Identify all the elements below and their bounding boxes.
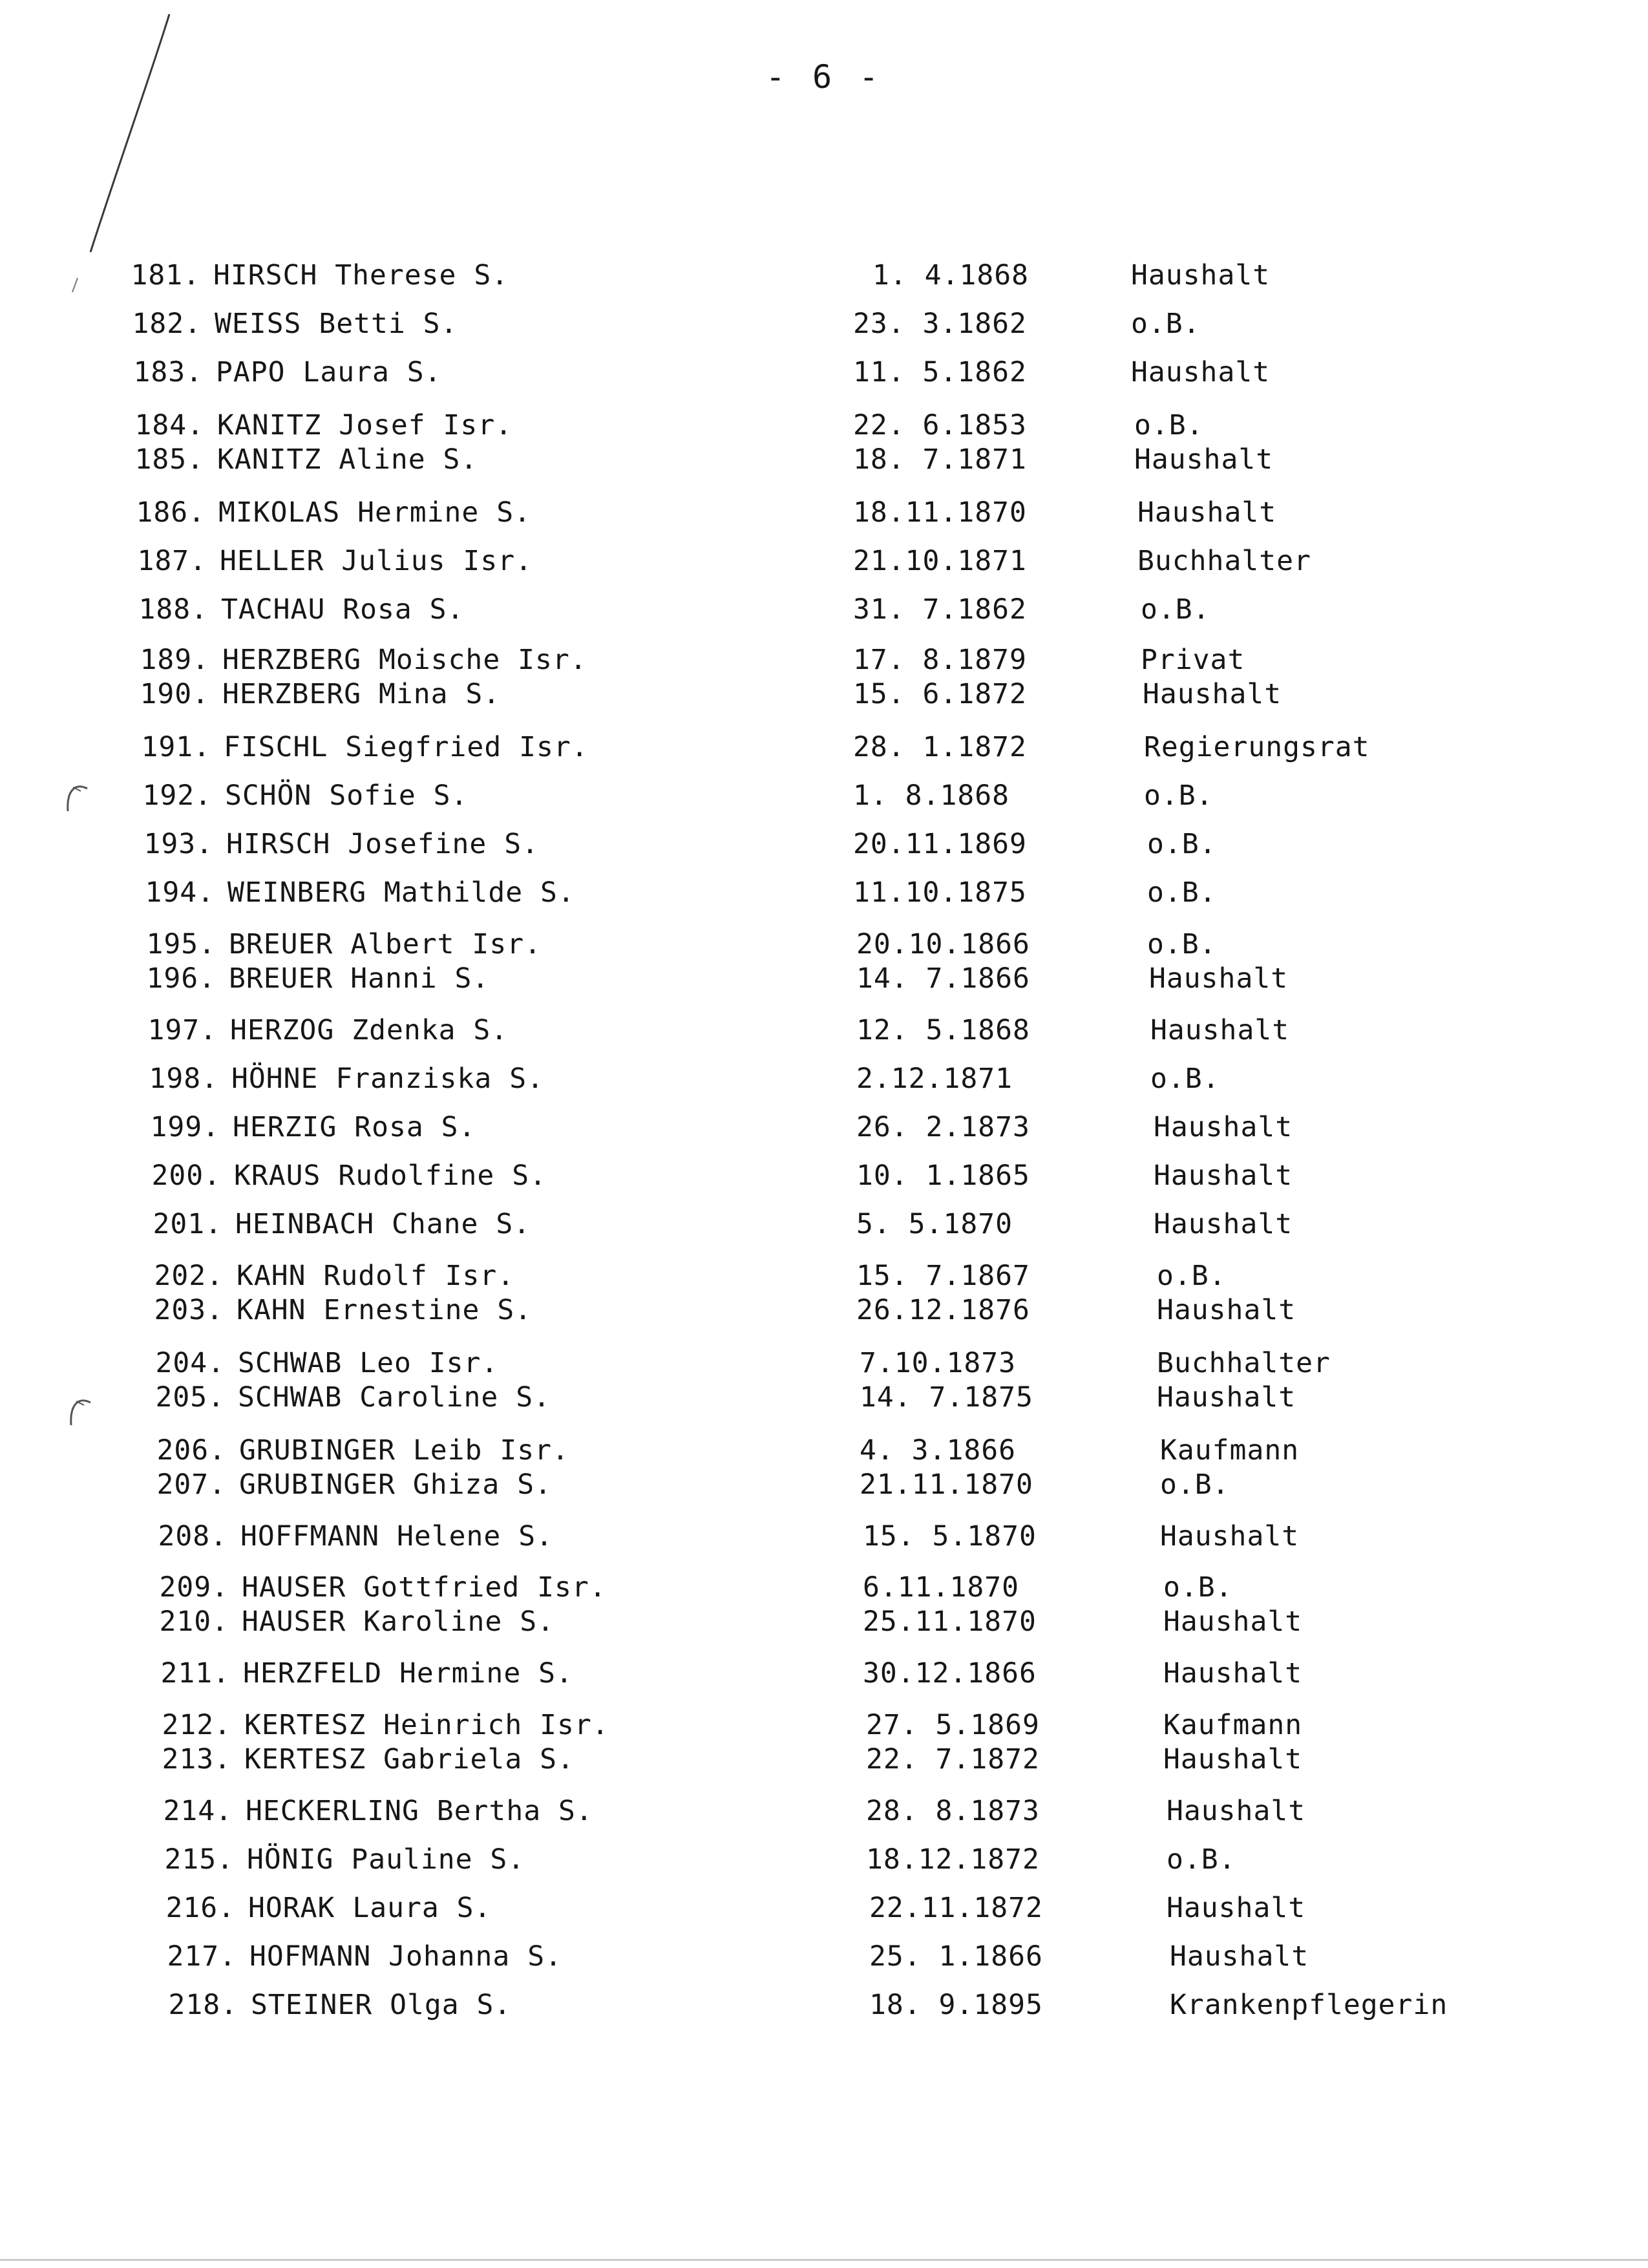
birth-date: 26. 2.1873 <box>856 1111 1030 1143</box>
list-entry <box>0 1987 1648 2023</box>
person-name: KERTESZ Heinrich Isr. <box>244 1709 609 1741</box>
birth-date: 15. 7.1867 <box>856 1260 1030 1292</box>
entry-number: 190. <box>140 678 209 710</box>
occupation: Haushalt <box>1163 1606 1303 1638</box>
birth-date: 26.12.1876 <box>856 1294 1030 1326</box>
list-entry <box>0 306 1648 342</box>
occupation: Haushalt <box>1154 1160 1293 1192</box>
list-entry <box>0 1604 1648 1640</box>
list-entry <box>0 543 1648 579</box>
list-entry <box>0 1158 1648 1194</box>
occupation: Kaufmann <box>1163 1709 1303 1741</box>
birth-date: 28. 8.1873 <box>866 1795 1040 1827</box>
list-entry <box>0 642 1648 678</box>
entry-number: 199. <box>150 1111 220 1143</box>
occupation: o.B. <box>1144 779 1214 812</box>
entry-number: 183. <box>133 356 203 388</box>
birth-date: 18. 9.1895 <box>869 1989 1043 2021</box>
occupation: o.B. <box>1131 308 1201 340</box>
occupation: Haushalt <box>1157 1381 1296 1414</box>
person-name: HERZBERG Moische Isr. <box>222 644 587 676</box>
person-name: HERZBERG Mina S. <box>222 678 501 710</box>
person-name: HEINBACH Chane S. <box>235 1208 531 1240</box>
entry-number: 214. <box>163 1795 233 1827</box>
birth-date: 18.12.1872 <box>866 1843 1040 1876</box>
list-entry <box>0 960 1648 997</box>
list-entry <box>0 826 1648 862</box>
person-name: HELLER Julius Isr. <box>220 545 533 577</box>
list-entry <box>0 1655 1648 1691</box>
person-name: HAUSER Gottfried Isr. <box>242 1571 607 1604</box>
birth-date: 15. 5.1870 <box>863 1520 1037 1553</box>
list-entry <box>0 1707 1648 1743</box>
birth-date: 14. 7.1866 <box>856 962 1030 995</box>
entry-number: 217. <box>167 1940 237 1973</box>
list-entry <box>0 1061 1648 1097</box>
entry-number: 201. <box>153 1208 222 1240</box>
entry-number: 202. <box>154 1260 224 1292</box>
occupation: Haushalt <box>1154 1208 1293 1240</box>
person-name: HERZOG Zdenka S. <box>230 1014 509 1046</box>
entry-number: 215. <box>164 1843 234 1876</box>
person-name: HIRSCH Josefine S. <box>226 828 539 860</box>
occupation: Haushalt <box>1157 1294 1296 1326</box>
person-name: SCHWAB Leo Isr. <box>238 1347 499 1379</box>
birth-date: 27. 5.1869 <box>866 1709 1040 1741</box>
person-name: SCHÖN Sofie S. <box>225 779 469 812</box>
list-entry <box>0 591 1648 628</box>
person-name: WEISS Betti S. <box>215 308 458 340</box>
person-name: BREUER Hanni S. <box>229 962 490 995</box>
birth-date: 1. 8.1868 <box>853 779 1009 812</box>
entry-number: 200. <box>151 1160 221 1192</box>
person-name: BREUER Albert Isr. <box>229 928 542 960</box>
occupation: Haushalt <box>1149 962 1289 995</box>
entry-number: 213. <box>162 1743 231 1775</box>
person-name: PAPO Laura S. <box>216 356 442 388</box>
birth-date: 11.10.1875 <box>853 876 1027 909</box>
person-name: STEINER Olga S. <box>251 1989 512 2021</box>
list-entry <box>0 1258 1648 1294</box>
occupation: Haushalt <box>1134 443 1274 476</box>
birth-date: 10. 1.1865 <box>856 1160 1030 1192</box>
person-name: KRAUS Rudolfine S. <box>234 1160 547 1192</box>
occupation: Haushalt <box>1131 259 1271 291</box>
birth-date: 22. 7.1872 <box>866 1743 1040 1775</box>
occupation: o.B. <box>1150 1063 1220 1095</box>
birth-date: 20.10.1866 <box>856 928 1030 960</box>
entry-number: 182. <box>132 308 202 340</box>
list-entry <box>0 1292 1648 1328</box>
birth-date: 17. 8.1879 <box>853 644 1027 676</box>
occupation: Haushalt <box>1137 496 1277 529</box>
birth-date: 22.11.1872 <box>869 1892 1043 1924</box>
list-entry <box>0 1109 1648 1145</box>
birth-date: 25.11.1870 <box>863 1606 1037 1638</box>
entry-number: 216. <box>165 1892 235 1924</box>
entry-number: 189. <box>140 644 209 676</box>
occupation: Haushalt <box>1160 1520 1300 1553</box>
birth-date: 18.11.1870 <box>853 496 1027 529</box>
entry-number: 210. <box>159 1606 229 1638</box>
entry-number: 186. <box>136 496 206 529</box>
occupation: Buchhalter <box>1157 1347 1331 1379</box>
birth-date: 4. 3.1866 <box>860 1434 1016 1467</box>
occupation: o.B. <box>1163 1571 1233 1604</box>
list-entry <box>0 1569 1648 1606</box>
list-entry <box>0 1012 1648 1048</box>
list-entry <box>0 778 1648 814</box>
list-entry <box>0 1467 1648 1503</box>
list-entry <box>0 1379 1648 1415</box>
list-entry <box>0 441 1648 478</box>
entry-number: 188. <box>138 593 208 626</box>
person-name: FISCHL Siegfried Isr. <box>224 731 589 763</box>
birth-date: 7.10.1873 <box>860 1347 1016 1379</box>
list-entry <box>0 354 1648 390</box>
person-name: HECKERLING Bertha S. <box>246 1795 593 1827</box>
birth-date: 15. 6.1872 <box>853 678 1027 710</box>
page-number: - 6 - <box>765 58 883 96</box>
occupation: o.B. <box>1157 1260 1227 1292</box>
entry-number: 192. <box>142 779 212 812</box>
entry-number: 197. <box>147 1014 217 1046</box>
occupation: o.B. <box>1147 828 1217 860</box>
list-entry <box>0 1206 1648 1242</box>
entry-number: 195. <box>146 928 216 960</box>
birth-date: 23. 3.1862 <box>853 308 1027 340</box>
person-name: HOFMANN Johanna S. <box>249 1940 562 1973</box>
entry-number: 194. <box>145 876 215 909</box>
person-name: HAUSER Karoline S. <box>242 1606 555 1638</box>
occupation: Krankenpflegerin <box>1170 1989 1448 2021</box>
entry-number: 198. <box>149 1063 218 1095</box>
occupation: Haushalt <box>1150 1014 1290 1046</box>
person-name: HIRSCH Therese S. <box>213 259 509 291</box>
occupation: Buchhalter <box>1137 545 1311 577</box>
entry-number: 212. <box>162 1709 231 1741</box>
list-entry <box>0 1793 1648 1829</box>
entry-number: 209. <box>159 1571 229 1604</box>
entry-number: 196. <box>146 962 216 995</box>
person-name: KANITZ Josef Isr. <box>217 409 513 441</box>
occupation: o.B. <box>1134 409 1204 441</box>
list-entry <box>0 926 1648 962</box>
scan-bottom-edge <box>0 2259 1648 2261</box>
birth-date: 2.12.1871 <box>856 1063 1013 1095</box>
person-name: MIKOLAS Hermine S. <box>218 496 531 529</box>
entry-number: 184. <box>134 409 204 441</box>
list-entry <box>0 407 1648 443</box>
birth-date: 12. 5.1868 <box>856 1014 1030 1046</box>
birth-date: 21.11.1870 <box>860 1468 1033 1501</box>
birth-date: 28. 1.1872 <box>853 731 1027 763</box>
birth-date: 1. 4.1868 <box>872 259 1029 291</box>
occupation: Haushalt <box>1143 678 1282 710</box>
entry-number: 193. <box>143 828 213 860</box>
list-entry <box>0 1841 1648 1878</box>
entry-number: 207. <box>156 1468 226 1501</box>
entry-number: 185. <box>134 443 204 476</box>
occupation: Haushalt <box>1163 1657 1303 1690</box>
list-entry <box>0 729 1648 765</box>
occupation: Regierungsrat <box>1144 731 1370 763</box>
person-name: TACHAU Rosa S. <box>221 593 465 626</box>
birth-date: 18. 7.1871 <box>853 443 1027 476</box>
person-name: KANITZ Aline S. <box>217 443 478 476</box>
person-name: HÖNIG Pauline S. <box>247 1843 525 1876</box>
birth-date: 6.11.1870 <box>863 1571 1019 1604</box>
person-name: WEINBERG Mathilde S. <box>227 876 575 909</box>
entry-number: 211. <box>160 1657 230 1690</box>
occupation: Haushalt <box>1131 356 1271 388</box>
occupation: o.B. <box>1167 1843 1236 1876</box>
list-entry <box>0 1518 1648 1554</box>
entry-number: 206. <box>156 1434 226 1467</box>
birth-date: 30.12.1866 <box>863 1657 1037 1690</box>
entry-number: 191. <box>141 731 211 763</box>
entry-number: 203. <box>154 1294 224 1326</box>
list-entry <box>0 1938 1648 1975</box>
birth-date: 20.11.1869 <box>853 828 1027 860</box>
person-name: HÖHNE Franziska S. <box>231 1063 544 1095</box>
person-name: GRUBINGER Ghiza S. <box>239 1468 552 1501</box>
entry-number: 187. <box>137 545 207 577</box>
entry-number: 218. <box>168 1989 238 2021</box>
occupation: Haushalt <box>1170 1940 1309 1973</box>
list-entry <box>0 676 1648 712</box>
birth-date: 25. 1.1866 <box>869 1940 1043 1973</box>
person-name: HERZFELD Hermine S. <box>243 1657 573 1690</box>
entry-number: 204. <box>155 1347 225 1379</box>
list-entry <box>0 1890 1648 1926</box>
occupation: Kaufmann <box>1160 1434 1300 1467</box>
birth-date: 14. 7.1875 <box>860 1381 1033 1414</box>
list-entry <box>0 874 1648 911</box>
birth-date: 31. 7.1862 <box>853 593 1027 626</box>
list-entry <box>0 257 1648 293</box>
birth-date: 11. 5.1862 <box>853 356 1027 388</box>
occupation: Haushalt <box>1154 1111 1293 1143</box>
occupation: o.B. <box>1147 928 1217 960</box>
birth-date: 21.10.1871 <box>853 545 1027 577</box>
occupation: o.B. <box>1147 876 1217 909</box>
list-entry <box>0 1741 1648 1777</box>
occupation: o.B. <box>1160 1468 1230 1501</box>
person-name: KAHN Ernestine S. <box>237 1294 533 1326</box>
person-name: SCHWAB Caroline S. <box>238 1381 551 1414</box>
occupation: Haushalt <box>1167 1795 1306 1827</box>
entry-number: 208. <box>158 1520 227 1553</box>
occupation: o.B. <box>1141 593 1210 626</box>
person-name: HORAK Laura S. <box>248 1892 492 1924</box>
person-name: GRUBINGER Leib Isr. <box>239 1434 569 1467</box>
person-name: HERZIG Rosa S. <box>233 1111 476 1143</box>
occupation: Haushalt <box>1163 1743 1303 1775</box>
occupation: Privat <box>1141 644 1245 676</box>
entry-number: 181. <box>131 259 200 291</box>
person-name: KERTESZ Gabriela S. <box>244 1743 575 1775</box>
person-name: KAHN Rudolf Isr. <box>237 1260 515 1292</box>
person-name: HOFFMANN Helene S. <box>240 1520 553 1553</box>
list-entry <box>0 1345 1648 1381</box>
entry-number: 205. <box>155 1381 225 1414</box>
birth-date: 5. 5.1870 <box>856 1208 1013 1240</box>
birth-date: 22. 6.1853 <box>853 409 1027 441</box>
list-entry <box>0 494 1648 531</box>
list-entry <box>0 1432 1648 1468</box>
occupation: Haushalt <box>1167 1892 1306 1924</box>
